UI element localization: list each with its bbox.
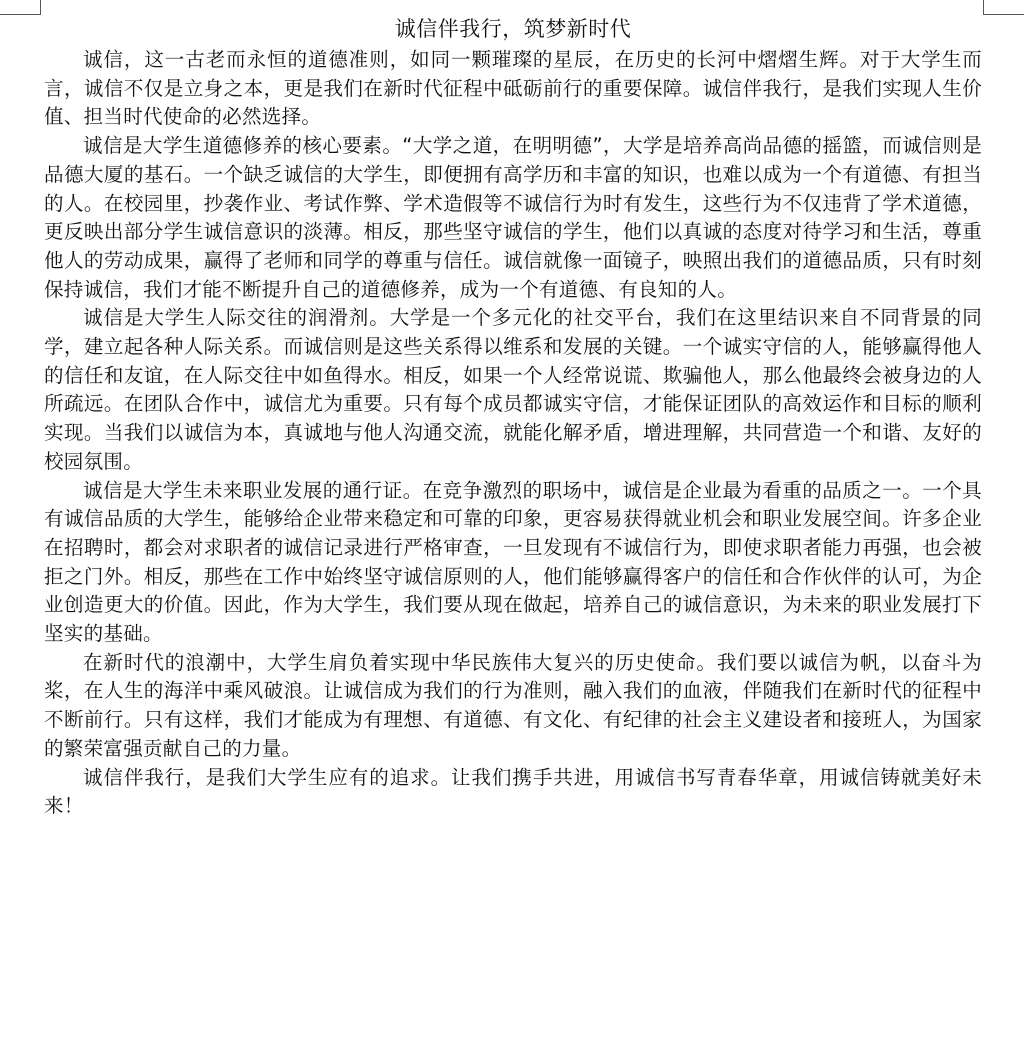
document-body xyxy=(44,12,982,821)
paragraph-3: 诚信是大学生人际交往的润滑剂。大学是一个多元化的社交平台，我们在这里结识来自不同背景的同学，建立起各种人际关系。而诚信则是这些关系得以维系和发展的关键。一个诚实守信的人，能够赢得他人的信任和友谊，在人际交往中如鱼得水。相反，如果一个人经常说谎、欺骗他人，那么他最终会被身边的人所疏远。在团队合作中，诚信尤为重要。只有每个成员都诚实守信，才能保证团队的高效运作和目标的顺利实现。当我们以诚信为本，真诚地与他人沟通交流，就能化解矛盾，增进理解，共同营造一个和谐、友好的校园氛围。 xyxy=(44,306,982,473)
paragraph-2: 诚信是大学生道德修养的核心要素。“大学之道，在明明德”，大学是培养高尚品德的摇篮，而诚信则是品德大厦的基石。一个缺乏诚信的大学生，即便拥有高学历和丰富的知识，也难以成为一个有道德、有担当的人。在校园里，抄袭作业、考试作弊、学术造假等不诚信行为时有发生，这些行为不仅违背了学术道德，更反映出部分学生诚信意识的淡薄。相反，那些坚守诚信的学生，他们以真诚的态度对待学习和生活，尊重他人的劳动成果，赢得了老师和同学的尊重与信任。诚信就像一面镜子，映照出我们的道德品质，只有时刻保持诚信，我们才能不断提升自己的道德修养，成为一个有道德、有良知的人。 xyxy=(44,134,982,301)
corner-mark-top-right xyxy=(983,0,1024,15)
paragraph-6: 诚信伴我行，是我们大学生应有的追求。让我们携手共进，用诚信书写青春华章，用诚信铸就美好未来！ xyxy=(44,765,982,818)
corner-mark-top-left xyxy=(0,0,41,15)
paragraph-4: 诚信是大学生未来职业发展的通行证。在竞争激烈的职场中，诚信是企业最为看重的品质之一。一个具有诚信品质的大学生，能够给企业带来稳定和可靠的印象，更容易获得就业机会和职业发展空间。许多企业在招聘时，都会对求职者的诚信记录进行严格审查，一旦发现有不诚信行为，即使求职者能力再强，也会被拒之门外。相反，那些在工作中始终坚守诚信原则的人，他们能够赢得客户的信任和合作伙伴的认可，为企业创造更大的价值。因此，作为大学生，我们要从现在做起，培养自己的诚信意识，为未来的职业发展打下坚实的基础。 xyxy=(44,478,982,646)
paragraph-1: 诚信，这一古老而永恒的道德准则，如同一颗璀璨的星辰，在历史的长河中熠熠生辉。对于大学生而言，诚信不仅是立身之本，更是我们在新时代征程中砥砺前行的重要保障。诚信伴我行，是我们实现人生价值、担当时代使命的必然选择。 xyxy=(44,48,982,129)
document-title: 诚信伴我行，筑梦新时代 xyxy=(394,17,632,41)
paragraph-5: 在新时代的浪潮中，大学生肩负着实现中华民族伟大复兴的历史使命。我们要以诚信为帆，以奋斗为桨，在人生的海洋中乘风破浪。让诚信成为我们的行为准则，融入我们的血液，伴随我们在新时代的征程中不断前行。只有这样，我们才能成为有理想、有道德、有文化、有纪律的社会主义建设者和接班人，为国家的繁荣富强贡献自己的力量。 xyxy=(44,650,982,760)
